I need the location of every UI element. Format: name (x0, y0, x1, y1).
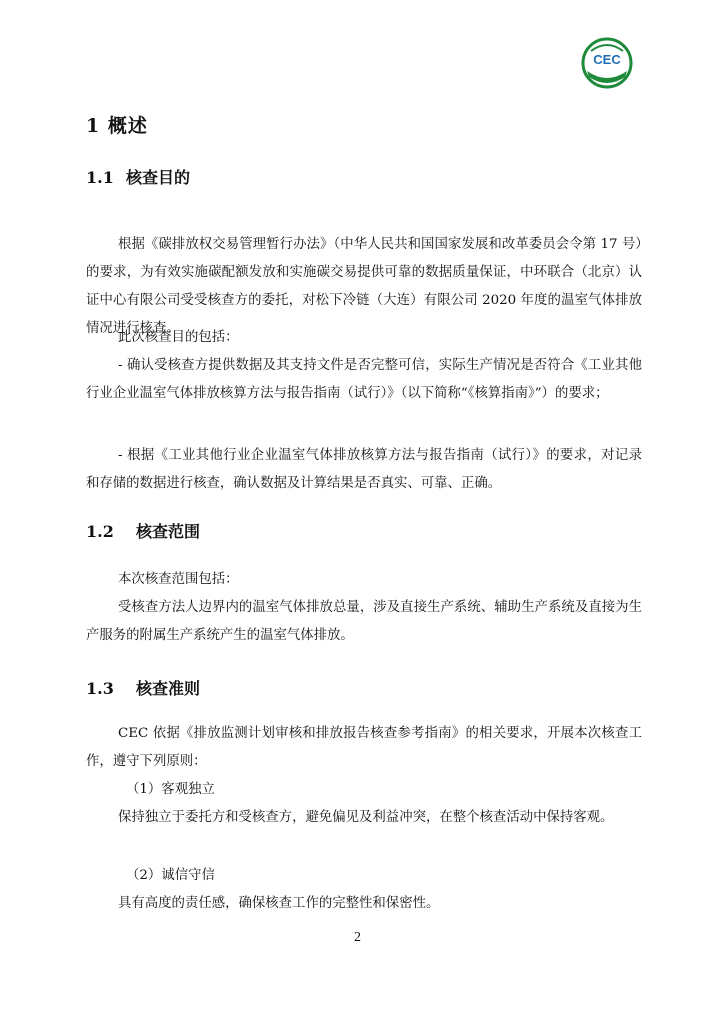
list-item: - 根据《工业其他行业企业温室气体排放核算方法与报告指南（试行）》的要求，对记录和存储的数据进行核查，确认数据及计算结果是否真实、可靠、正确。 (86, 448, 642, 491)
section-number: 1.3 (86, 679, 114, 698)
section-title: 核查准则 (136, 679, 201, 698)
logo-text: CEC (593, 52, 621, 67)
paragraph: 根据《碳排放权交易管理暂行办法》（中华人民共和国国家发展和改革委员会令第 17 号）的要求，为有效实施碳配额发放和实施碳交易提供可靠的数据质量保证，中环联合（北京）认证中心有限公司受受核查方的委托，对松下冷链（大连）有限公司 2020 年度的温室气体排放情况进行核查。 (86, 237, 642, 336)
paragraph: 此次核查目的包括： (118, 330, 239, 345)
paragraph: 具有高度的责任感，确保核查工作的完整性和保密性。 (118, 896, 440, 911)
section-number: 1.1 (86, 168, 114, 187)
section-1-2-heading (86, 519, 200, 542)
cec-logo-icon (579, 37, 635, 89)
principle-title: （1）客观独立 (126, 782, 215, 797)
principle-title: （2）诚信守信 (126, 868, 215, 883)
cec-logo (579, 37, 635, 89)
page-number: 2 (354, 930, 361, 945)
section-title: 核查范围 (136, 522, 201, 541)
paragraph: 本次核查范围包括： (118, 572, 239, 587)
section-1-3-heading (86, 676, 200, 699)
paragraph: 受核查方法人边界内的温室气体排放总量，涉及直接生产系统、辅助生产系统及直接为生产服务的附属生产系统产生的温室气体排放。 (86, 600, 642, 643)
section-1-1-heading (86, 165, 190, 188)
section-1-heading: 1 概述 (86, 115, 148, 137)
section-number: 1.2 (86, 522, 114, 541)
paragraph: 保持独立于委托方和受核查方，避免偏见及利益冲突，在整个核查活动中保持客观。 (118, 810, 614, 825)
section-title: 核查目的 (126, 168, 191, 187)
list-item: - 确认受核查方提供数据及其支持文件是否完整可信，实际生产情况是否符合《工业其他行业企业温室气体排放核算方法与报告指南（试行）》（以下简称“《核算指南》”）的要求； (86, 358, 642, 401)
paragraph: CEC 依据《排放监测计划审核和排放报告核查参考指南》的相关要求，开展本次核查工作，遵守下列原则： (86, 726, 642, 769)
